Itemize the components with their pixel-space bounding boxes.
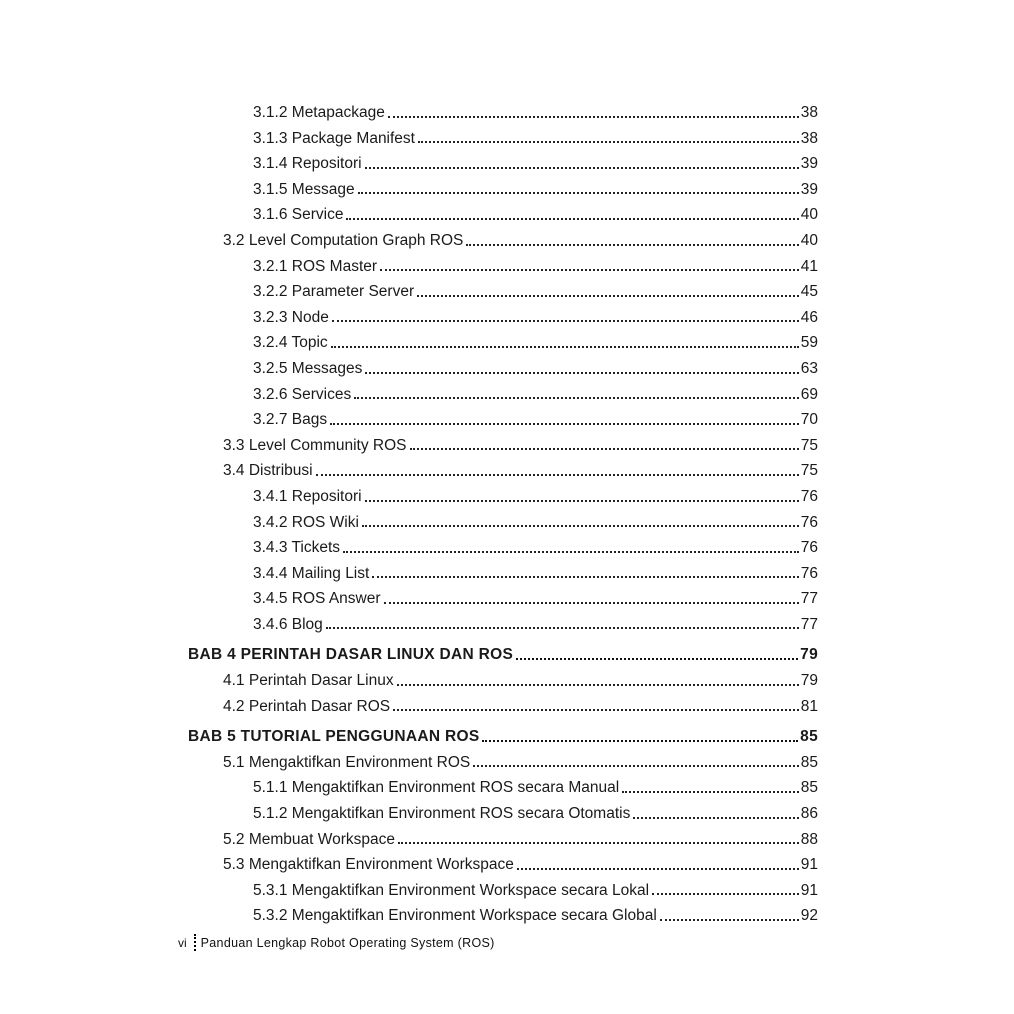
- dot-leader: [358, 192, 799, 194]
- toc-entry: [188, 382, 818, 408]
- toc-entry-page-number: 69: [800, 385, 818, 403]
- toc-entry: [188, 228, 818, 254]
- toc-entry-page-number: 38: [800, 129, 818, 147]
- toc-entry: [188, 510, 818, 536]
- toc-entry-label: 3.1.4 Repositori: [253, 155, 362, 173]
- toc-entry: [188, 484, 818, 510]
- toc-entry-page-number: 76: [800, 487, 818, 505]
- toc-entry-label: 3.2.1 ROS Master: [253, 257, 378, 275]
- toc-entry: [188, 177, 818, 203]
- toc-entry-label: 3.1.6 Service: [253, 206, 344, 224]
- dot-leader: [365, 372, 798, 374]
- toc-entry-page-number: 77: [800, 590, 818, 608]
- toc-entry: [188, 433, 818, 459]
- toc-entry: [188, 126, 818, 152]
- folio-page-number: vi: [178, 935, 187, 950]
- toc-entry-label: BAB 5 TUTORIAL PENGGUNAAN ROS: [188, 728, 480, 746]
- dot-leader: [365, 500, 799, 502]
- toc-entry-label: BAB 4 PERINTAH DASAR LINUX DAN ROS: [188, 646, 514, 664]
- dot-leader: [473, 765, 798, 767]
- toc-entry-page-number: 39: [800, 155, 818, 173]
- toc-entry-page-number: 91: [800, 856, 818, 874]
- dot-leader: [397, 684, 799, 686]
- toc-entry-page-number: 40: [800, 206, 818, 224]
- toc-entry: [188, 694, 818, 720]
- toc-entry-page-number: 86: [800, 805, 818, 823]
- dot-leader: [380, 269, 799, 271]
- toc-entry-label: 4.2 Perintah Dasar ROS: [223, 697, 391, 715]
- dot-leader: [393, 709, 799, 711]
- toc-entry: [188, 801, 818, 827]
- toc-entry-page-number: 85: [800, 779, 818, 797]
- dot-leader: [633, 817, 798, 819]
- toc-entry-label: 4.1 Perintah Dasar Linux: [223, 672, 394, 690]
- dot-leader: [346, 218, 798, 220]
- toc-entry-page-number: 76: [800, 539, 818, 557]
- toc-entry: [188, 279, 818, 305]
- book-title: Panduan Lengkap Robot Operating System (ROS): [200, 935, 495, 950]
- toc-entry: [188, 586, 818, 612]
- dot-leader: [660, 919, 799, 921]
- dot-leader: [622, 791, 799, 793]
- footer-dotted-separator-icon: [194, 934, 196, 951]
- toc-entry: [188, 642, 818, 668]
- toc-entry: [188, 458, 818, 484]
- toc-entry-label: 3.4.5 ROS Answer: [253, 590, 381, 608]
- toc-entry-page-number: 76: [800, 513, 818, 531]
- toc-entry-page-number: 77: [800, 615, 818, 633]
- dot-leader: [410, 448, 799, 450]
- toc-entry-page-number: 45: [800, 283, 818, 301]
- toc-entry-label: 3.4.3 Tickets: [253, 539, 341, 557]
- dot-leader: [362, 525, 799, 527]
- toc-entry-page-number: 85: [800, 728, 818, 746]
- toc-entry-page-number: 40: [800, 231, 818, 249]
- dot-leader: [354, 397, 799, 399]
- toc-entry-page-number: 46: [800, 308, 818, 326]
- toc-entry: [188, 668, 818, 694]
- toc-entry-label: 5.3.2 Mengaktifkan Environment Workspace secara Global: [253, 907, 657, 925]
- toc-entry: [188, 903, 818, 929]
- toc-entry-label: 3.2.6 Services: [253, 385, 352, 403]
- toc-entry-label: 5.3 Mengaktifkan Environment Workspace: [223, 856, 514, 874]
- toc-entry-label: 3.3 Level Community ROS: [223, 436, 407, 454]
- toc-entry-label: 3.2 Level Computation Graph ROS: [223, 231, 464, 249]
- toc-entry-label: 3.4.1 Repositori: [253, 487, 362, 505]
- dot-leader: [517, 868, 799, 870]
- toc-entry-label: 5.1 Mengaktifkan Environment ROS: [223, 753, 471, 771]
- toc-entry-label: 5.2 Membuat Workspace: [223, 830, 396, 848]
- toc-entry-label: 5.1.2 Mengaktifkan Environment ROS secara Otomatis: [253, 805, 631, 823]
- toc-entry-label: 3.1.5 Message: [253, 180, 355, 198]
- dot-leader: [343, 551, 799, 553]
- toc-entry: [188, 330, 818, 356]
- toc-entry: [188, 750, 818, 776]
- toc-entry: [188, 151, 818, 177]
- dot-leader: [332, 320, 799, 322]
- page-footer: [178, 934, 495, 951]
- toc-entry-page-number: 88: [800, 830, 818, 848]
- toc-entry-page-number: 39: [800, 180, 818, 198]
- dot-leader: [372, 576, 798, 578]
- toc-entry: [188, 305, 818, 331]
- toc-entry-page-number: 79: [800, 646, 818, 664]
- toc-entry: [188, 561, 818, 587]
- toc-entry-label: 3.1.3 Package Manifest: [253, 129, 415, 147]
- toc-entry-page-number: 92: [800, 907, 818, 925]
- toc-entry-page-number: 79: [800, 672, 818, 690]
- toc-entry: [188, 202, 818, 228]
- toc-entry: [188, 100, 818, 126]
- toc-entry-page-number: 76: [800, 564, 818, 582]
- dot-leader: [418, 141, 799, 143]
- toc-entry: [188, 535, 818, 561]
- toc-entry: [188, 852, 818, 878]
- toc-entry-label: 3.4.4 Mailing List: [253, 564, 370, 582]
- toc-entry-page-number: 75: [800, 462, 818, 480]
- toc-entry-label: 5.1.1 Mengaktifkan Environment ROS secara Manual: [253, 779, 620, 797]
- toc-entry: [188, 878, 818, 904]
- toc-entry-label: 3.2.7 Bags: [253, 411, 328, 429]
- toc-entry-page-number: 38: [800, 104, 818, 121]
- toc-entry-label: 3.2.2 Parameter Server: [253, 283, 415, 301]
- toc-entry-page-number: 75: [800, 436, 818, 454]
- toc-entry-page-number: 63: [800, 359, 818, 377]
- dot-leader: [652, 893, 799, 895]
- toc-entry-page-number: 59: [800, 334, 818, 352]
- dot-leader: [388, 116, 799, 118]
- dot-leader: [384, 602, 799, 604]
- toc-entry-page-number: 70: [800, 411, 818, 429]
- toc-entry: [188, 612, 818, 638]
- dot-leader: [331, 346, 799, 348]
- dot-leader: [417, 295, 799, 297]
- toc-entry-page-number: 41: [800, 257, 818, 275]
- dot-leader: [466, 244, 798, 246]
- dot-leader: [365, 167, 799, 169]
- dot-leader: [330, 423, 799, 425]
- toc-entry: [188, 407, 818, 433]
- toc-entry-label: 3.2.4 Topic: [253, 334, 328, 352]
- toc-entry-page-number: 81: [800, 697, 818, 715]
- dot-leader: [516, 658, 798, 660]
- toc-entry-label: 3.2.5 Messages: [253, 359, 363, 377]
- toc-entry-label: 3.4.2 ROS Wiki: [253, 513, 359, 531]
- toc-entry-label: 3.4.6 Blog: [253, 615, 323, 633]
- toc-entry-page-number: 85: [800, 753, 818, 771]
- toc-entry-label: 5.3.1 Mengaktifkan Environment Workspace secara Lokal: [253, 881, 650, 899]
- dot-leader: [316, 474, 799, 476]
- toc-entry: [188, 724, 818, 750]
- toc-entry: [188, 356, 818, 382]
- dot-leader: [398, 842, 799, 844]
- toc-entry-page-number: 91: [800, 881, 818, 899]
- table-of-contents: [188, 100, 818, 929]
- toc-entry-label: 3.1.2 Metapackage: [253, 104, 385, 121]
- dot-leader: [482, 740, 798, 742]
- toc-entry-label: 3.2.3 Node: [253, 308, 329, 326]
- dot-leader: [326, 627, 799, 629]
- toc-entry: [188, 775, 818, 801]
- toc-entry: [188, 254, 818, 280]
- toc-entry-label: 3.4 Distribusi: [223, 462, 313, 480]
- toc-entry: [188, 827, 818, 853]
